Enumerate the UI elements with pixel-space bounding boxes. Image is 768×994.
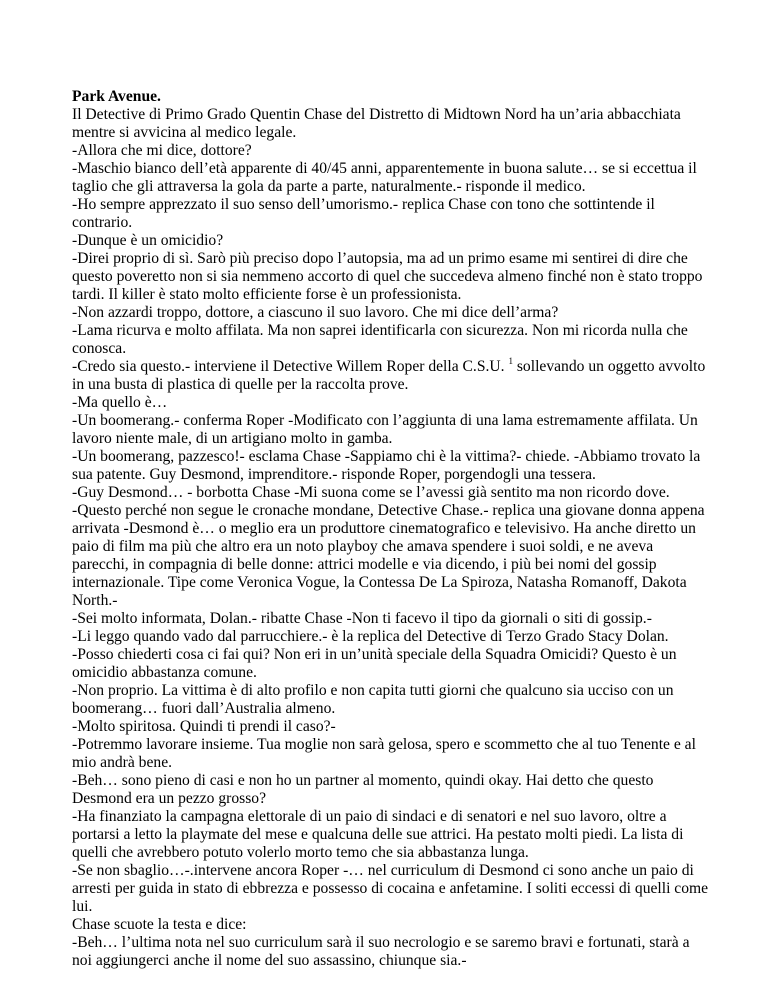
footnote-paragraph (72, 355, 712, 394)
paragraph: -Ho sempre apprezzato il suo senso dell’umorismo.- replica Chase con tono che sottintende il contrario. (72, 196, 655, 231)
paragraph: Chase scuote la testa e dice: (72, 916, 247, 933)
paragraph: -Un boomerang.- conferma Roper -Modificato con l’aggiunta di una lama estremamente affilata. Un lavoro niente male, di un artigiano molto in gamba. (72, 412, 698, 447)
paragraph: -Ha finanziato la campagna elettorale di un paio di sindaci e di senatori e nel suo lavoro, oltre a portarsi a letto la playmate del mese e qualcuna delle sue attrici. Ha pestato molti piedi. La lista di quelli che avrebbero potuto volerlo morto temo che sia abbastanza lunga. (72, 808, 684, 861)
document-body (72, 88, 712, 970)
paragraph: -Dunque è un omicidio? (72, 232, 224, 249)
paragraph: Il Detective di Primo Grado Quentin Chase del Distretto di Midtown Nord ha un’aria abbacchiata mentre si avvicina al medico legale. (72, 106, 681, 141)
paragraph: -Maschio bianco dell’età apparente di 40/45 anni, apparentemente in buona salute… se si eccettua il taglio che gli attraversa la gola da parte a parte, naturalmente.- risponde il medico. (72, 160, 697, 195)
paragraph: -Un boomerang, pazzesco!- esclama Chase -Sappiamo chi è la vittima?- chiede. -Abbiamo trovato la sua patente. Guy Desmond, imprenditore.- risponde Roper, porgendogli una tessera. (72, 448, 701, 483)
paragraph: -Li leggo quando vado dal parrucchiere.- è la replica del Detective di Terzo Grado Stacy Dolan. (72, 628, 669, 645)
paragraph: -Potremmo lavorare insieme. Tua moglie non sarà gelosa, spero e scommetto che al tuo Tenente e al mio andrà bene. (72, 736, 696, 771)
paragraph: -Non proprio. La vittima è di alto profilo e non capita tutti giorni che qualcuno sia ucciso con un boomerang… fuori dall’Australia almeno. (72, 682, 674, 717)
document-title: Park Avenue. (72, 88, 161, 105)
footnote-marker: 1 (508, 355, 513, 366)
paragraph: -Posso chiederti cosa ci fai qui? Non eri in un’unità speciale della Squadra Omicidi? Questo è un omicidio abbastanza comune. (72, 646, 677, 681)
paragraph: -Allora che mi dice, dottore? (72, 142, 252, 159)
paragraph: -Ma quello è… (72, 394, 168, 411)
paragraph: -Se non sbaglio…-.intervene ancora Roper -… nel curriculum di Desmond ci sono anche un paio di arresti per guida in stato di ebbrezza e possesso di cocaina e anfetamine. I soliti eccessi di quelli come lui. (72, 862, 709, 915)
paragraph: -Questo perché non segue le cronache mondane, Detective Chase.- replica una giovane donna appena arrivata -Desmond è… o meglio era un produttore cinematografico e televisivo. Ha anche diretto un paio di film ma più che altro era un noto playboy che amava spendere i suoi soldi, e ne aveva parecchi, in compagnia di belle donne: attrici modelle e via dicendo, i più bei nomi del gossip internazionale. Tipe come Veronica Vogue, la Contessa De La Spiroza, Natasha Romanoff, Dakota North.- (72, 502, 705, 609)
paragraph: -Beh… sono pieno di casi e non ho un partner al momento, quindi okay. Hai detto che questo Desmond era un pezzo grosso? (72, 772, 654, 807)
paragraph: -Guy Desmond… - borbotta Chase -Mi suona come se l’avessi già sentito ma non ricordo dove. (72, 484, 670, 501)
footnote-paragraph-before: -Credo sia questo.- interviene il Detective Willem Roper della C.S.U. (72, 358, 509, 375)
paragraph: -Lama ricurva e molto affilata. Ma non saprei identificarla con sicurezza. Non mi ricorda nulla che conosca. (72, 322, 688, 357)
paragraph: -Sei molto informata, Dolan.- ribatte Chase -Non ti facevo il tipo da giornali o siti di gossip.- (72, 610, 652, 627)
paragraph: -Beh… l’ultima nota nel suo curriculum sarà il suo necrologio e se saremo bravi e fortunati, starà a noi aggiungerci anche il nome del suo assassino, chiunque sia.- (72, 934, 690, 969)
paragraph: -Molto spiritosa. Quindi ti prendi il caso?- (72, 718, 336, 735)
paragraph: -Non azzardi troppo, dottore, a ciascuno il suo lavoro. Che mi dice dell’arma? (72, 304, 559, 321)
paragraph: -Direi proprio di sì. Sarò più preciso dopo l’autopsia, ma ad un primo esame mi sentirei di dire che questo poveretto non si sia nemmeno accorto di quel che succedeva almeno finché non è stato troppo tardi. Il killer è stato molto efficiente forse è un professionista. (72, 250, 703, 303)
footnote-paragraph-after: sollevando un oggetto avvolto in una busta di plastica di quelle per la raccolta prove. (72, 358, 706, 393)
